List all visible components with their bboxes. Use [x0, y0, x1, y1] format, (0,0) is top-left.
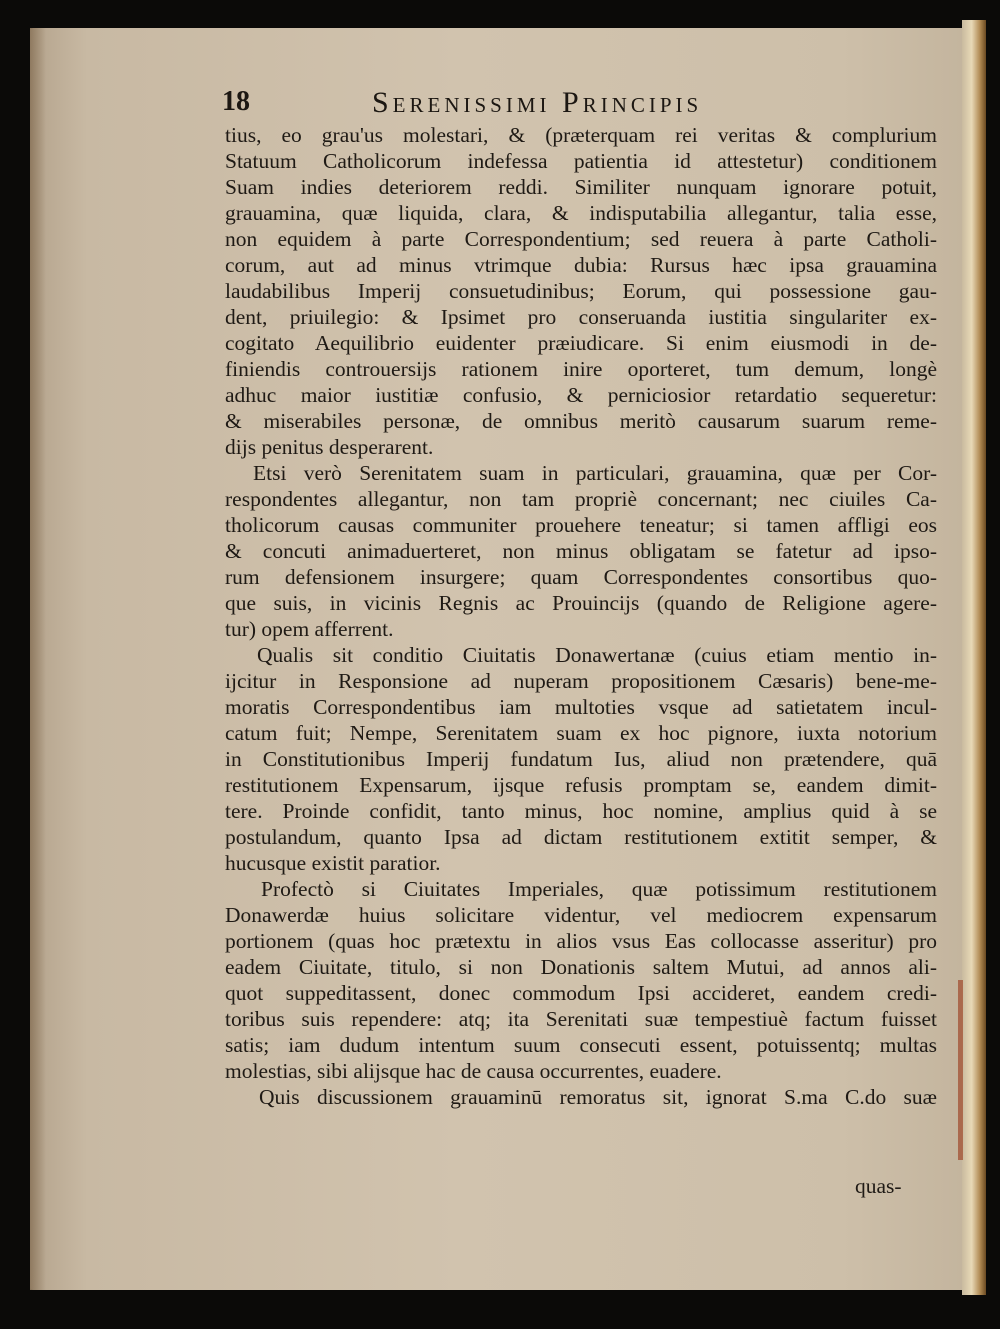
text-line: que suis, in vicinis Regnis ac Prouincijs (quando de Religione agere-	[225, 591, 937, 615]
text-line: moratis Correspondentibus iam multoties vsque ad satietatem incul-	[225, 695, 937, 719]
text-line: finiendis controuersijs rationem inire oporteret, tum demum, longè	[225, 357, 937, 381]
text-line: tur) opem afferrent.	[225, 617, 394, 641]
page-number: 18	[222, 86, 250, 117]
text-line: molestias, sibi alijsque hac de causa occurrentes, euadere.	[225, 1059, 722, 1083]
text-line: tere. Proinde confidit, tanto minus, hoc nomine, amplius quid à se	[225, 799, 937, 823]
red-page-edge-mark	[958, 980, 963, 1160]
text-line: in Constitutionibus Imperij fundatum Ius, aliud non prætendere, quā	[225, 747, 937, 771]
text-line: postulandum, quanto Ipsa ad dictam restitutionem extitit semper, &	[225, 825, 937, 849]
text-line: Suam indies deteriorem reddi. Similiter nunquam ignorare potuit,	[225, 175, 937, 199]
text-line: & concuti animaduerteret, non minus obligatam se fatetur ad ipso-	[225, 539, 937, 563]
text-line: catum fuit; Nempe, Serenitatem suam ex hoc pignore, iuxta notorium	[225, 721, 937, 745]
page-header	[222, 86, 942, 126]
text-line: portionem (quas hoc prætextu in alios vsus Eas collocasse asseritur) pro	[225, 929, 937, 953]
text-line: non equidem à parte Correspondentium; sed reuera à parte Catholi-	[225, 227, 937, 251]
text-line: Donawerdæ huius solicitare videntur, vel mediocrem expensarum	[225, 903, 937, 927]
text-line: Etsi verò Serenitatem suam in particulari, grauamina, quæ per Cor-	[253, 461, 937, 485]
text-line: restitutionem Expensarum, ijsque refusis promptam se, eandem dimit-	[225, 773, 937, 797]
text-line: adhuc maior iustitiæ confusio, & perniciosior retardatio sequeretur:	[225, 383, 937, 407]
text-line: tius, eo grau'us molestari, & (præterquam rei veritas & complurium	[225, 123, 937, 147]
text-line: grauamina, quæ liquida, clara, & indisputabilia allegantur, talia esse,	[225, 201, 937, 225]
body-text	[225, 122, 937, 1110]
text-line: cogitato Aequilibrio euidenter præiudicare. Si enim eiusmodi in de-	[225, 331, 937, 355]
page-edge-right	[962, 20, 986, 1295]
page-gutter-shadow	[30, 28, 46, 1290]
text-line: & miserabiles personæ, de omnibus meritò causarum suarum reme-	[225, 409, 937, 433]
text-line: respondentes allegantur, non tam propriè concernant; nec ciuiles Ca-	[225, 487, 937, 511]
text-line: corum, aut ad minus vtrimque dubia: Rursus hæc ipsa grauamina	[225, 253, 937, 277]
text-line: quot suppeditassent, donec commodum Ipsi accideret, eandem credi-	[225, 981, 937, 1005]
text-line: eadem Ciuitate, titulo, si non Donationis saltem Mutui, ad annos ali-	[225, 955, 937, 979]
text-line: laudabilibus Imperij consuetudinibus; Eorum, qui possessione gau-	[225, 279, 937, 303]
text-line: dent, priuilegio: & Ipsimet pro conseruanda iustitia singulariter ex-	[225, 305, 937, 329]
text-line: Profectò si Ciuitates Imperiales, quæ potissimum restitutionem	[261, 877, 937, 901]
text-line: rum defensionem insurgere; quam Correspondentes consortibus quo-	[225, 565, 937, 589]
text-line: satis; iam dudum intentum suum consecuti essent, potuissentq; multas	[225, 1033, 937, 1057]
text-line: ijcitur in Responsione ad nuperam propositionem Cæsaris) bene-me-	[225, 669, 937, 693]
text-line: Qualis sit conditio Ciuitatis Donawertanæ (cuius etiam mentio in-	[257, 643, 937, 667]
text-line: dijs penitus desperarent.	[225, 435, 434, 459]
running-title: Serenissimi Principis	[372, 86, 703, 119]
catchword: quas-	[855, 1174, 902, 1198]
text-line: hucusque existit paratior.	[225, 851, 441, 875]
text-line: tholicorum causas communiter prouehere teneatur; si tamen affligi eos	[225, 513, 937, 537]
text-line: Statuum Catholicorum indefessa patientia id attestetur) conditionem	[225, 149, 937, 173]
text-line: toribus suis rependere: atq; ita Serenitati suæ tempestiuè factum fuisset	[225, 1007, 937, 1031]
text-line: Quis discussionem grauaminū remoratus sit, ignorat S.ma C.do suæ	[259, 1085, 937, 1109]
